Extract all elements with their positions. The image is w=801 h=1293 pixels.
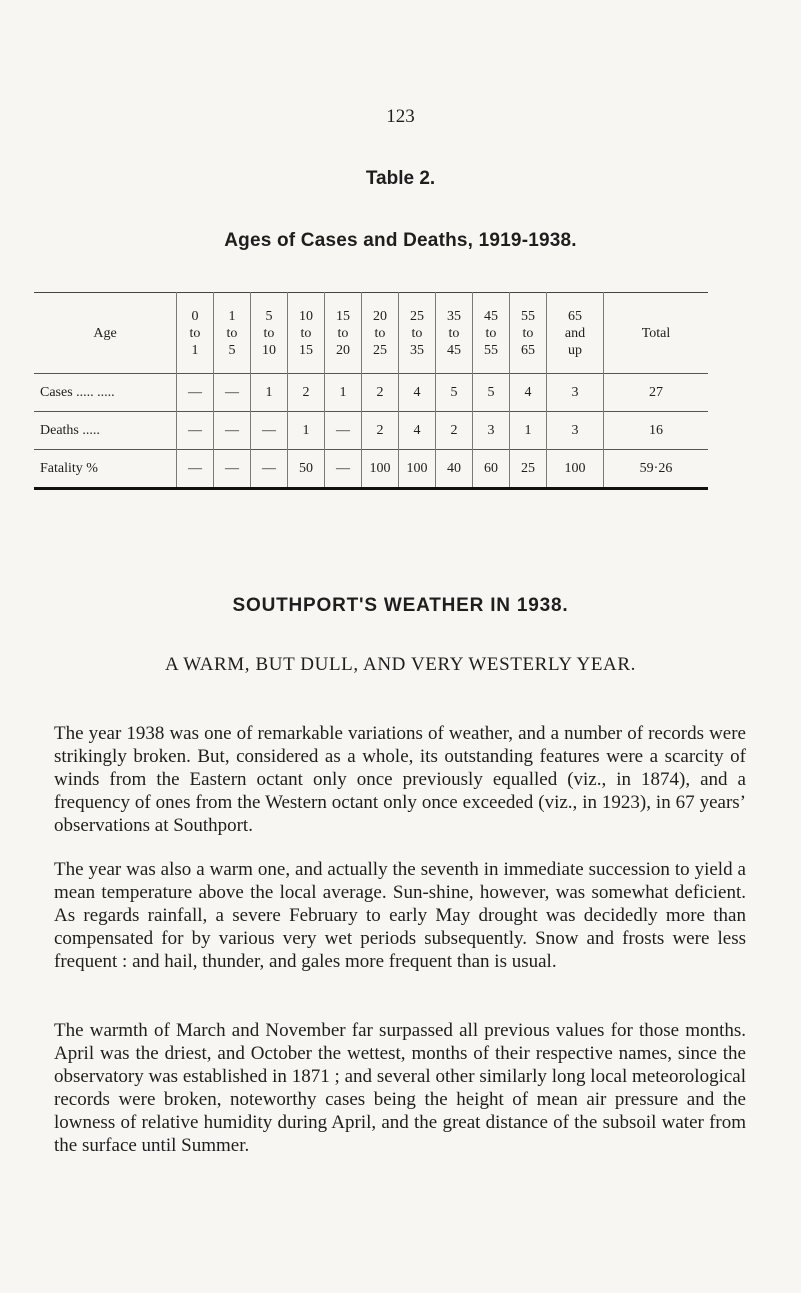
table-cell: 4 [510, 374, 547, 412]
table-cell: 3 [547, 374, 604, 412]
page-number: 123 [386, 106, 415, 127]
age-group-header: 55 to 65 [510, 293, 547, 374]
total-cell: 16 [604, 412, 709, 450]
age-group-header: 1 to 5 [214, 293, 251, 374]
table-cell: 50 [288, 450, 325, 489]
total-cell: 27 [604, 374, 709, 412]
ages-table [34, 292, 708, 490]
table-cell: — [177, 374, 214, 412]
table-cell: — [214, 450, 251, 489]
table-cell: 5 [436, 374, 473, 412]
age-group-header: 5 to 10 [251, 293, 288, 374]
table-cell: 1 [510, 412, 547, 450]
age-group-header: 10 to 15 [288, 293, 325, 374]
age-group-header: 0 to 1 [177, 293, 214, 374]
table-cell: 2 [362, 412, 399, 450]
table-cell: — [251, 412, 288, 450]
table-title: Ages of Cases and Deaths, 1919-1938. [224, 230, 577, 251]
table-cell: — [325, 412, 362, 450]
table-cell: 100 [399, 450, 436, 489]
age-group-header: 20 to 25 [362, 293, 399, 374]
table-cell: — [325, 450, 362, 489]
table-cell: 4 [399, 374, 436, 412]
paragraph: The year was also a warm one, and actually the seventh in immediate succession to yield a mean temperature above the local average. Sun-shine, however, was somewhat deficient. As regards rainfall, a severe February to early May drought was decidedly more than compensated for by various very wet periods subsequently. Snow and frosts were less frequent : and hail, thunder, and gales more frequent than is usual. [54, 859, 746, 972]
table-header-row [34, 293, 708, 374]
table-cell: — [214, 412, 251, 450]
age-group-header: 45 to 55 [473, 293, 510, 374]
age-group-header: 35 to 45 [436, 293, 473, 374]
weather-subheading: A WARM, BUT DULL, AND VERY WESTERLY YEAR. [165, 654, 636, 675]
paragraph: The year 1938 was one of remarkable variations of weather, and a number of records were strikingly broken. But, considered as a whole, its outstanding features were a scarcity of winds from the Eastern octant only once previously equalled (viz., in 1874), and a frequency of ones from the Western octant only once exceeded (viz., in 1923), in 67 years’ observations at Southport. [54, 723, 746, 836]
age-group-header: 25 to 35 [399, 293, 436, 374]
row-label: Fatality % [40, 460, 98, 476]
table-cell: 2 [362, 374, 399, 412]
row-label: Deaths ..... [40, 422, 100, 438]
table-cell: — [177, 450, 214, 489]
table-cell: 2 [436, 412, 473, 450]
row-label: Cases ..... ..... [40, 384, 115, 400]
table-cell: — [251, 450, 288, 489]
table-cell: 60 [473, 450, 510, 489]
table-row-fatality [34, 450, 708, 489]
table-label: Table 2. [365, 168, 436, 189]
age-group-header: 15 to 20 [325, 293, 362, 374]
weather-heading: SOUTHPORT'S WEATHER IN 1938. [232, 595, 569, 616]
table-cell: 25 [510, 450, 547, 489]
table-cell: 1 [325, 374, 362, 412]
table-cell: — [177, 412, 214, 450]
table-cell: 5 [473, 374, 510, 412]
paragraph: The warmth of March and November far surpassed all previous values for those months. April was the driest, and October the wettest, months of their respective names, since the observatory was established in 1871 ; and several other similarly long local meteorological records were broken, noteworthy cases being the height of mean air pressure and the lowness of relative humidity during April, and the great distance of the subsoil water from the surface until Summer. [54, 1020, 746, 1156]
total-cell: 59·26 [604, 450, 709, 489]
table-cell: 40 [436, 450, 473, 489]
table-cell: 1 [251, 374, 288, 412]
table-cell: 2 [288, 374, 325, 412]
table-row-cases [34, 374, 708, 412]
age-header: Age [93, 325, 117, 341]
table-cell: 4 [399, 412, 436, 450]
table-cell: 3 [473, 412, 510, 450]
age-group-header: 65 and up [547, 293, 604, 374]
table-cell: — [214, 374, 251, 412]
table-cell: 1 [288, 412, 325, 450]
total-header: Total [604, 293, 709, 374]
table-cell: 3 [547, 412, 604, 450]
table-cell: 100 [547, 450, 604, 489]
table-row-deaths [34, 412, 708, 450]
table-cell: 100 [362, 450, 399, 489]
